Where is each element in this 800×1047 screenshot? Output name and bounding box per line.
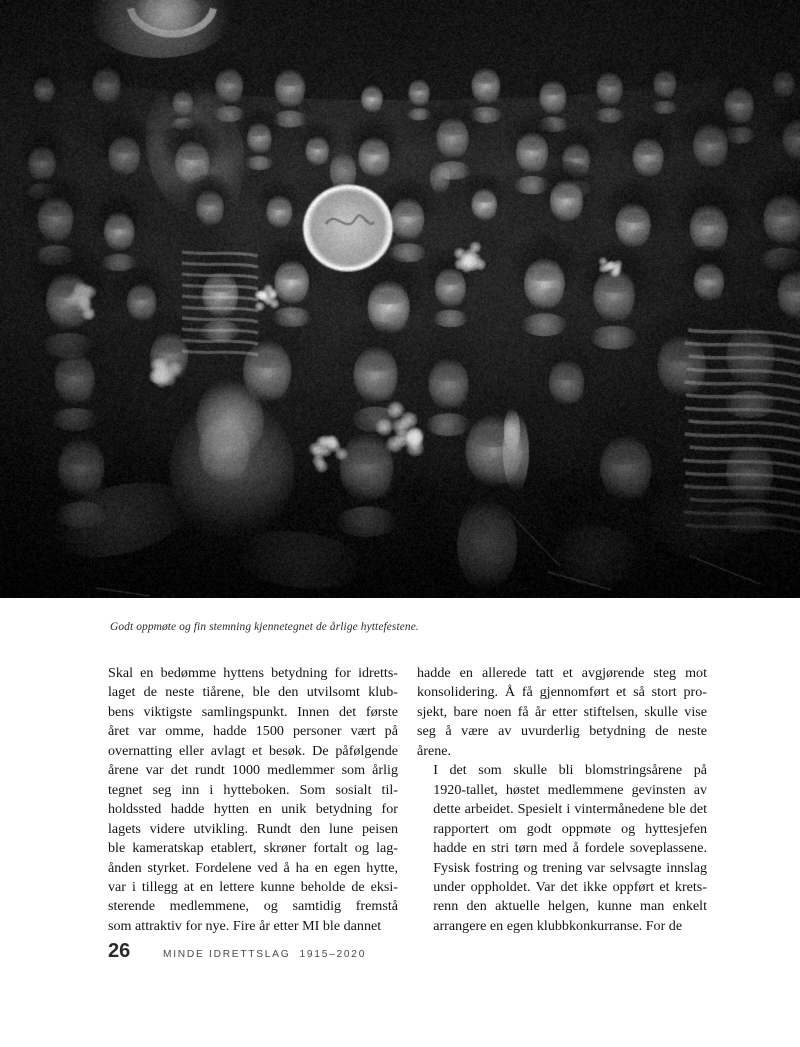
body-text-columns xyxy=(108,664,708,936)
text-column-left xyxy=(108,664,398,936)
text-line: årene. xyxy=(417,742,452,759)
text-line: bens viktigste samlingspunkt. Innen det første xyxy=(108,703,398,720)
text-line: Fysisk fostring og trening var selvsagte innslag xyxy=(433,859,707,876)
text-line: sjekt, bare noen få år etter stiftelsen, skulle vise xyxy=(417,703,707,720)
text-line: ånden styrket. Fordelene ved å ha en egen hytte, xyxy=(108,859,398,876)
text-line: laget de neste tiårene, ble den utvilsomt klub- xyxy=(108,684,398,701)
text-line: sterende medlemmene, og samtidig fremstå xyxy=(108,898,398,915)
text-line: arrangere en egen klubbkonkurranse. For de xyxy=(433,917,683,934)
text-line: rapportert om godt oppmøte og hyttesjefen xyxy=(433,820,707,837)
text-line: hadde en stri tørn med å fordele soveplassene. xyxy=(433,840,707,857)
running-head: MINDE IDRETTSLAG 1915–2020 xyxy=(163,949,367,960)
paragraph xyxy=(108,664,398,936)
text-line: tegnet seg inn i hytteboken. Som sosialt til- xyxy=(108,781,398,798)
text-line: renn den aktuelle helgen, kunne man enkelt xyxy=(433,898,707,915)
text-line: årene var det rundt 1000 medlemmer som årlig xyxy=(108,762,398,779)
photo-caption: Godt oppmøte og fin stemning kjennetegnet de årlige hyttefestene. xyxy=(110,621,419,633)
paragraph xyxy=(417,761,707,936)
text-line: som attraktiv for nye. Fire år etter MI ble dannet xyxy=(108,917,382,934)
text-line: Skal en bedømme hyttens betydning for idretts- xyxy=(108,665,398,681)
text-line: I det som skulle bli blomstringsårene på xyxy=(433,762,707,779)
text-line: var i tillegg at en lettere kunne beholde de eksi- xyxy=(108,878,398,895)
text-line: overnatting eller avlagt et besøk. De påfølgende xyxy=(108,742,398,759)
text-line: året var omme, hadde 1500 personer vært på xyxy=(108,723,398,740)
paragraph xyxy=(417,664,707,761)
page-footer xyxy=(108,940,728,963)
text-line: holdssted hadde hytten en unik betydning for xyxy=(108,801,398,818)
text-line: dette arbeidet. Spesielt i vintermånedene ble det xyxy=(433,801,707,818)
text-line: ble kameratskap etablert, skrøner fortalt og lag- xyxy=(108,840,398,857)
text-line: 1920-tallet, høstet medlemmene gevinsten av xyxy=(433,781,707,798)
text-line: under oppholdet. Var det ikke oppført et krets- xyxy=(433,878,707,895)
page-number: 26 xyxy=(108,940,131,962)
text-line: hadde en allerede tatt et avgjørende steg mot xyxy=(417,665,707,681)
text-line: lagets videre utvikling. Rundt den lune peisen xyxy=(108,820,398,837)
text-line: seg å være av uvurderlig betydning de neste xyxy=(417,723,707,740)
text-column-right xyxy=(417,664,707,936)
text-line: konsolidering. Å få gjennomført et så stort pro- xyxy=(417,684,707,701)
